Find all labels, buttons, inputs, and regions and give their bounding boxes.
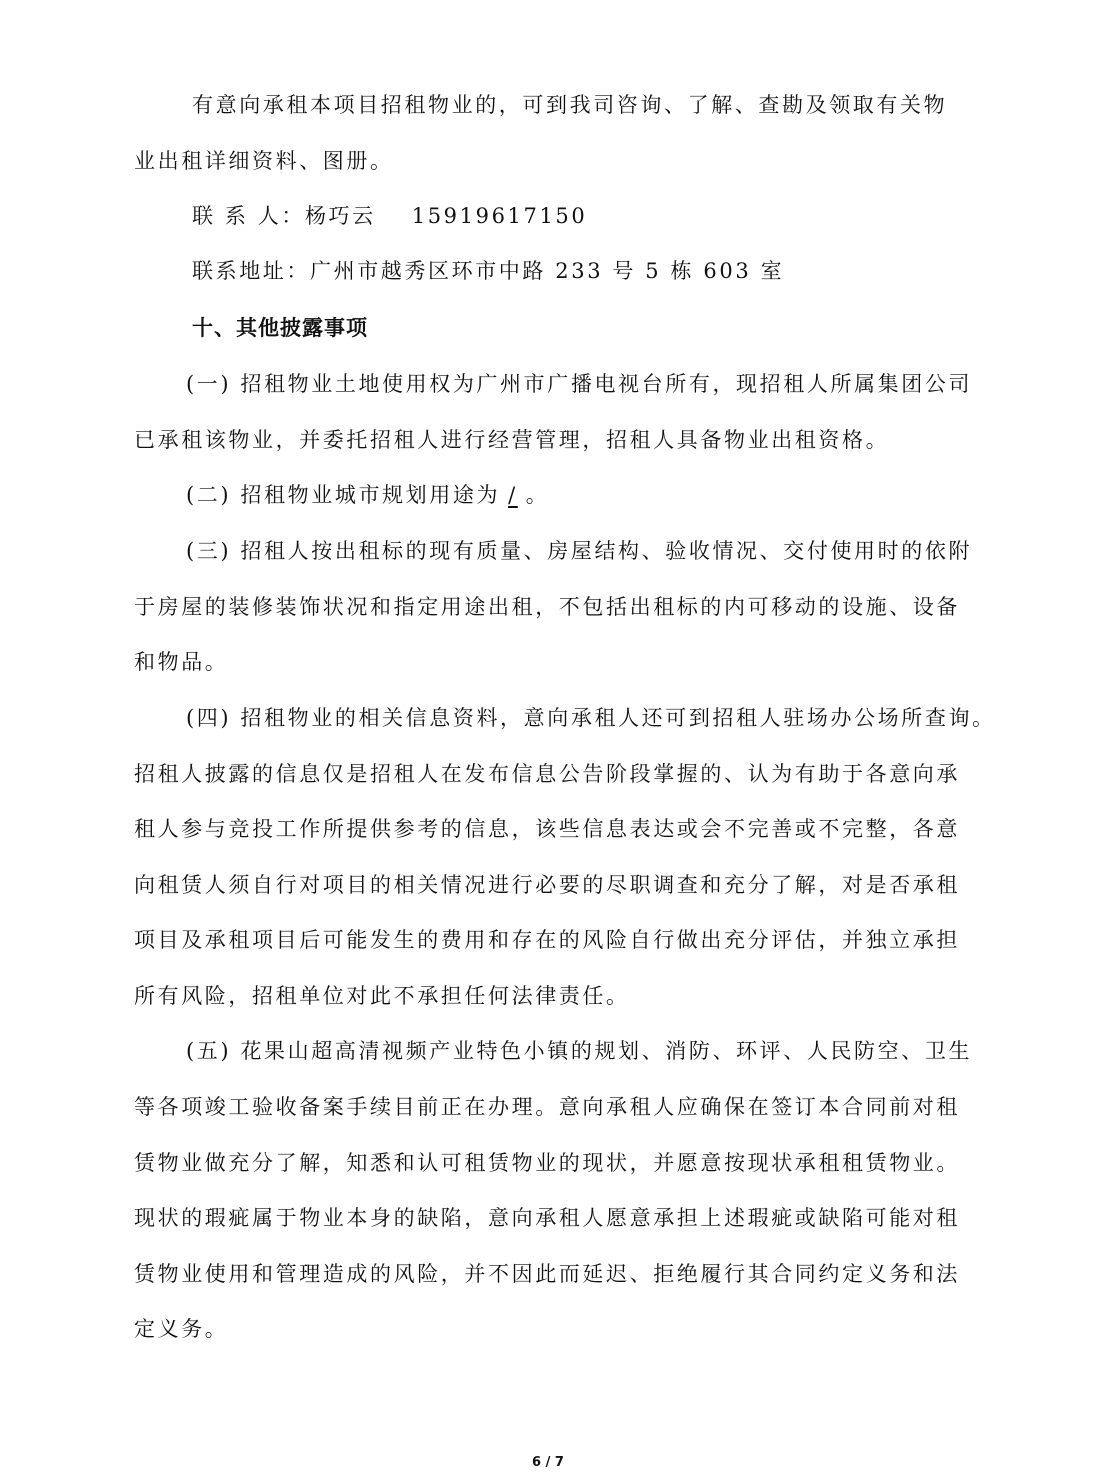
item-4-line-1: (四) 招租物业的相关信息资料，意向承租人还可到招租人驻场办公场所查询。: [186, 706, 996, 730]
item-5-line-2: 等各项竣工验收备案手续目前正在办理。意向承租人应确保在签订本合同前对租: [134, 1095, 960, 1119]
item-5-line-5: 赁物业使用和管理造成的风险，并不因此而延迟、拒绝履行其合同约定义务和法: [134, 1262, 960, 1286]
item-5-line-6: 定义务。: [134, 1317, 229, 1341]
item-5-line-3: 赁物业做充分了解，知悉和认可租赁物业的现状，并愿意按现状承租租赁物业。: [134, 1151, 960, 1175]
contact-address: 广州市越秀区环市中路 233 号 5 栋 603 室: [310, 259, 785, 283]
contact-address-label: 联系地址：: [192, 259, 310, 283]
item-4-line-6: 所有风险，招租单位对此不承担任何法律责任。: [134, 984, 630, 1008]
item-1-line-2: 已承租该物业，并委托招租人进行经营管理，招租人具备物业出租资格。: [134, 428, 890, 452]
page-number: 6 / 7: [532, 1455, 564, 1470]
contact-person-name: 杨巧云: [304, 204, 376, 228]
contact-phone: 15919617150: [411, 204, 588, 228]
item-3-line-3: 和物品。: [134, 650, 229, 674]
contact-person-line: [192, 203, 587, 229]
item-4-line-5: 项目及承租项目后可能发生的费用和存在的风险自行做出充分评估，并独立承担: [134, 928, 960, 952]
item-4-line-2: 招租人披露的信息仅是招租人在发布信息公告阶段掌握的、认为有助于各意向承: [134, 762, 960, 786]
contact-person-label: 联 系 人：: [192, 204, 305, 228]
item-4-line-3: 租人参与竞投工作所提供参考的信息，该些信息表达或会不完善或不完整，各意: [134, 817, 960, 841]
item-2-suffix: 。: [525, 483, 550, 507]
item-2-value: /: [508, 483, 518, 507]
section-heading: 十、其他披露事项: [192, 316, 368, 340]
item-2-line: [186, 482, 549, 508]
item-5-line-1: (五) 花果山超高清视频产业特色小镇的规划、消防、环评、人民防空、卫生: [186, 1039, 973, 1063]
item-3-line-1: (三) 招租人按出租标的现有质量、房屋结构、验收情况、交付使用时的依附: [186, 539, 973, 563]
intro-line-2: 业出租详细资料、图册。: [134, 149, 394, 173]
item-5-line-4: 现状的瑕疵属于物业本身的缺陷，意向承租人愿意承担上述瑕疵或缺陷可能对租: [134, 1206, 960, 1230]
intro-line-1: 有意向承租本项目招租物业的，可到我司咨询、了解、查勘及领取有关物: [192, 93, 948, 117]
item-2-prefix: (二) 招租物业城市规划用途为: [186, 483, 501, 507]
item-3-line-2: 于房屋的装修装饰状况和指定用途出租，不包括出租标的内可移动的设施、设备: [134, 595, 960, 619]
item-1-line-1: (一) 招租物业土地使用权为广州市广播电视台所有，现招租人所属集团公司: [186, 372, 973, 396]
contact-address-line: [192, 258, 784, 284]
item-4-line-4: 向租赁人须自行对项目的相关情况进行必要的尽职调查和充分了解，对是否承租: [134, 873, 960, 897]
